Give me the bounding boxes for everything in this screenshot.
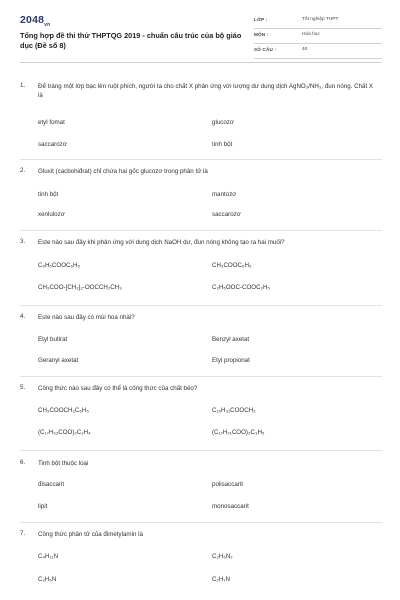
- option-c[interactable]: CH₃COO-[CH₂]₂-OOCCH₂CH₃: [38, 284, 122, 291]
- option-a[interactable]: C₄H₁₁N: [38, 553, 59, 560]
- meta-value-count: 40: [302, 47, 308, 52]
- option-b[interactable]: glucozơ: [212, 119, 234, 126]
- question-number: 2.: [20, 167, 26, 174]
- option-c[interactable]: saccarozơ: [38, 141, 67, 148]
- question-number: 6.: [20, 459, 26, 466]
- option-b[interactable]: CH₃COOC₆H₅: [212, 262, 252, 269]
- question-separator: [20, 522, 382, 523]
- question-number: 4.: [20, 313, 26, 320]
- header-divider: [20, 62, 382, 63]
- option-b[interactable]: mantozơ: [212, 191, 237, 198]
- option-a[interactable]: tinh bột: [38, 191, 59, 198]
- site-logo[interactable]: [20, 14, 50, 28]
- option-d[interactable]: C₂H₅OOC-COOC₂H₅: [212, 284, 270, 291]
- question-separator: [20, 230, 382, 231]
- question-number: 3.: [20, 238, 26, 245]
- option-b[interactable]: Benzyl axetat: [212, 336, 250, 343]
- question-text: Để tráng một lớp bạc lên ruột phích, người ta cho chất X phản ứng với lượng dư dung dịch AgNO₃/NH₃, đun nóng. Chất X là: [38, 83, 374, 100]
- question-text: Công thức phân tử của đimetylamin là: [38, 531, 143, 538]
- meta-label-subject: MÔN :: [254, 32, 269, 37]
- option-b[interactable]: C₂H₆N₂: [212, 553, 233, 560]
- meta-row-count: [254, 44, 382, 59]
- question-text: Gluxit (cacbohiđrat) chỉ chứa hai gốc glucozơ trong phân tử là: [38, 168, 208, 175]
- option-a[interactable]: đisaccarit: [38, 481, 65, 488]
- meta-row-class: [254, 14, 382, 29]
- question-separator: [20, 305, 382, 306]
- option-a[interactable]: C₆H₅COOC₆H₅: [38, 262, 80, 269]
- logo-text: 2048: [20, 14, 45, 26]
- option-b[interactable]: C₁₅H₃₁COOCH₃: [212, 407, 256, 414]
- option-c[interactable]: xenlulozơ: [38, 211, 65, 218]
- option-c[interactable]: Geranyl axetat: [38, 357, 79, 364]
- meta-row-subject: [254, 29, 382, 44]
- option-d[interactable]: C₂H₇N: [212, 576, 230, 583]
- meta-value-subject: Hóa học: [302, 32, 320, 37]
- option-d[interactable]: Etyl propionat: [212, 357, 250, 364]
- worksheet-meta: [254, 14, 382, 59]
- option-c[interactable]: (C₁₇H₃₃COO)₂C₂H₄: [38, 429, 91, 436]
- option-c[interactable]: lipit: [38, 503, 48, 510]
- meta-label-count: SỐ CÂU :: [254, 47, 277, 52]
- question-number: 1.: [20, 82, 26, 89]
- option-b[interactable]: polisaccarit: [212, 481, 243, 488]
- question-number: 7.: [20, 530, 26, 537]
- worksheet-header: [20, 14, 382, 60]
- question-separator: [20, 159, 382, 160]
- question-separator: [20, 376, 382, 377]
- option-d[interactable]: (C₁₇H₃₁COO)₃C₃H₅: [212, 429, 265, 436]
- option-a[interactable]: CH₃COOCH₂C₆H₅: [38, 407, 89, 414]
- question-separator: [20, 450, 382, 451]
- option-c[interactable]: C₂H₆N: [38, 576, 57, 583]
- question-text: Este nào sau đây khi phản ứng với dung dịch NaOH dư, đun nóng không tạo ra hai muối?: [38, 239, 285, 246]
- question-text: Este nào sau đây có mùi hoa nhài?: [38, 314, 135, 321]
- option-a[interactable]: etyl fomat: [38, 119, 65, 126]
- option-a[interactable]: Etyl butirat: [38, 336, 68, 343]
- option-d[interactable]: monosaccarit: [212, 503, 249, 510]
- logo-suffix: vn: [44, 22, 51, 29]
- meta-label-class: LỚP :: [254, 17, 268, 22]
- question-text: Tinh bột thuộc loại: [38, 460, 89, 467]
- option-d[interactable]: saccarozơ: [212, 211, 241, 218]
- option-d[interactable]: tinh bột: [212, 141, 233, 148]
- meta-value-class: Tốt nghiệp THPT: [302, 17, 339, 22]
- worksheet-title: Tổng hợp đề thi thử THPTQG 2019 - chuẩn cấu trúc của bộ giáo dục (Đề số 8): [20, 31, 242, 50]
- question-number: 5.: [20, 384, 26, 391]
- question-text: Công thức nào sau đây có thể là công thức của chất béo?: [38, 385, 198, 392]
